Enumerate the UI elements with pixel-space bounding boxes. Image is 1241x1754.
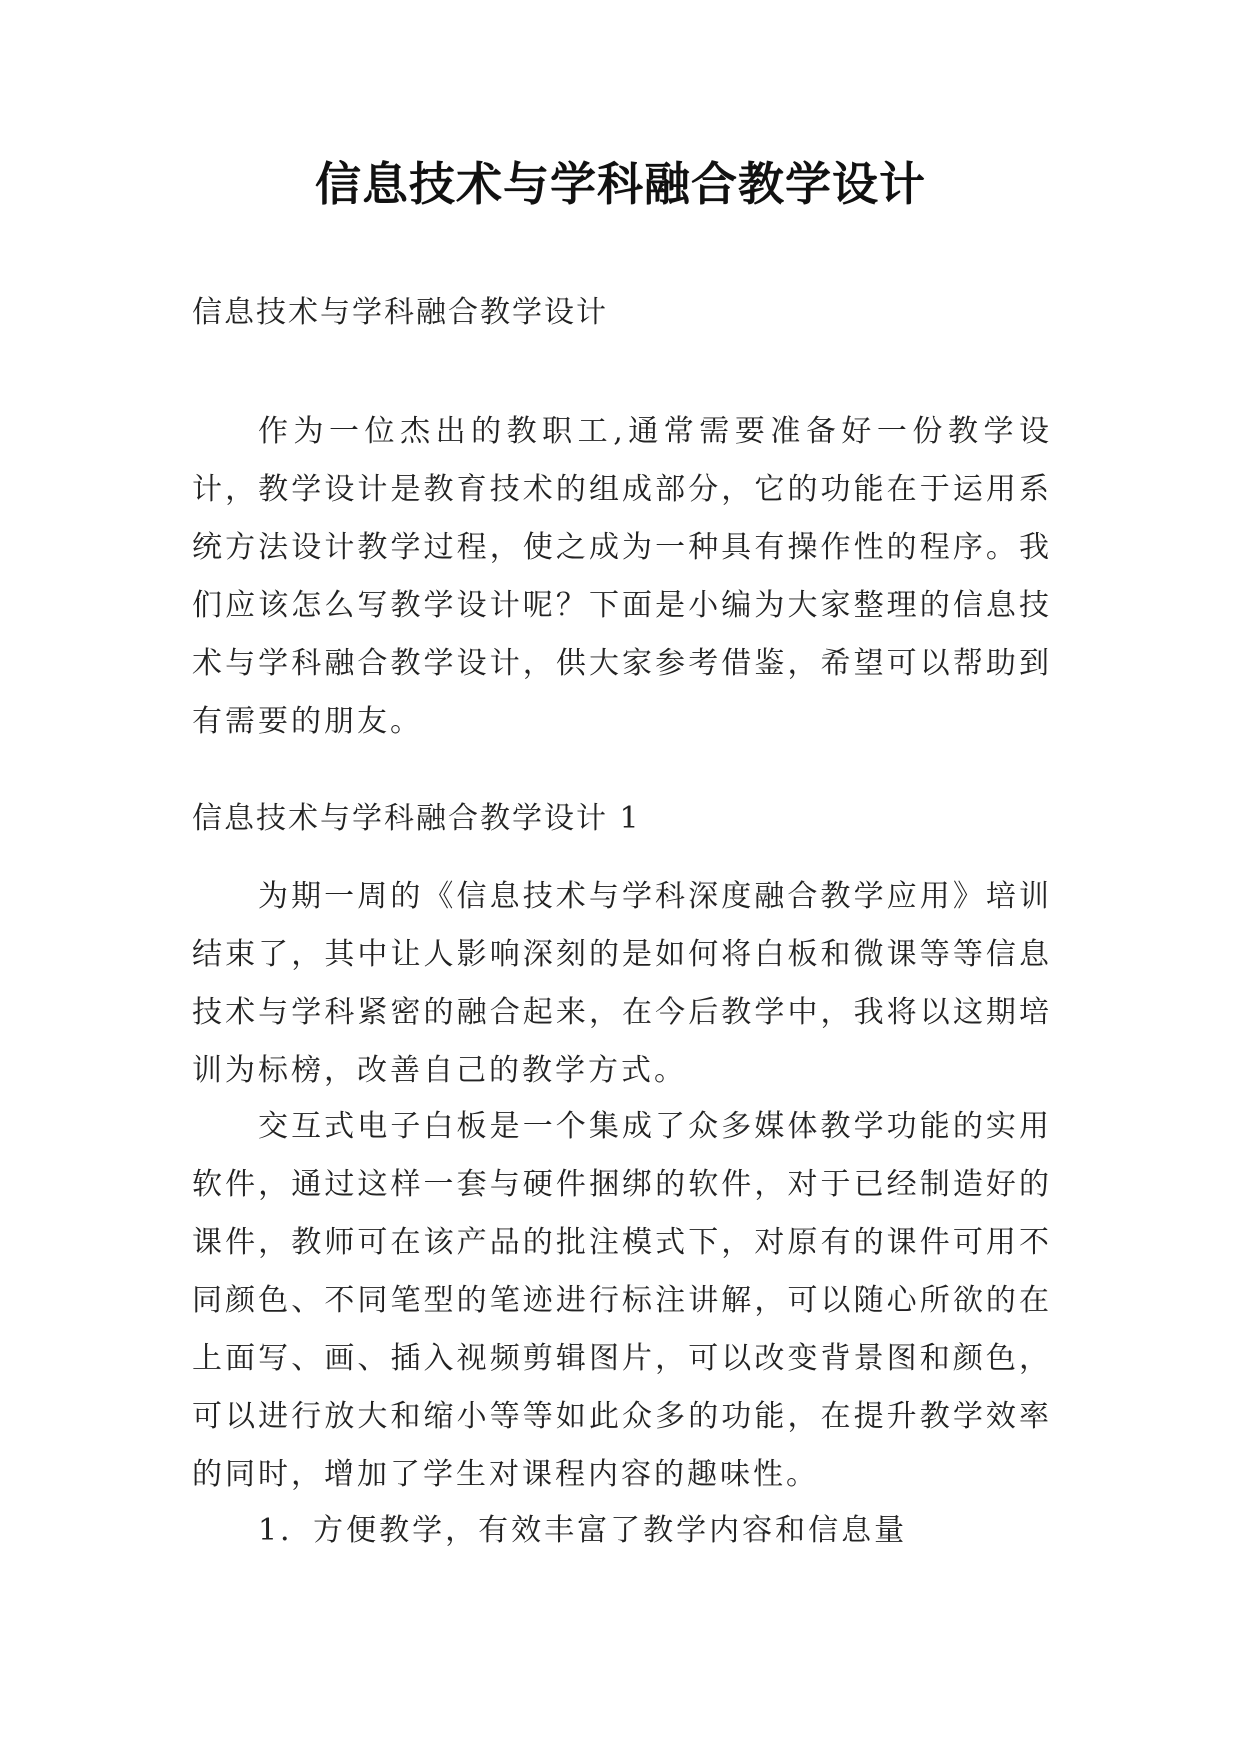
body-paragraph-1: 为期一周的《信息技术与学科深度融合教学应用》培训结束了，其中让人影响深刻的是如何将白板和微课等等信息技术与学科紧密的融合起来，在今后教学中，我将以这期培训为标榜，改善自己的教学方式。 <box>192 879 1052 1088</box>
document-subtitle: 信息技术与学科融合教学设计 <box>192 295 608 330</box>
section-title: 信息技术与学科融合教学设计 1 <box>192 801 641 836</box>
intro-paragraph: 作为一位杰出的教职工,通常需要准备好一份教学设计，教学设计是教育技术的组成部分，它的功能在于运用系统方法设计教学过程，使之成为一种具有操作性的程序。我们应该怎么写教学设计呢？下面是小编为大家整理的信息技术与学科融合教学设计，供大家参考借鉴，希望可以帮助到有需要的朋友。 <box>192 414 1052 739</box>
document-title: 信息技术与学科融合教学设计 <box>315 157 926 211</box>
body-paragraph-2: 交互式电子白板是一个集成了众多媒体教学功能的实用软件，通过这样一套与硬件捆绑的软件，对于已经制造好的课件，教师可在该产品的批注模式下，对原有的课件可用不同颜色、不同笔型的笔迹进行标注讲解，可以随心所欲的在上面写、画、插入视频剪辑图片，可以改变背景图和颜色，可以进行放大和缩小等等如此众多的功能，在提升教学效率的同时，增加了学生对课程内容的趣味性。 <box>192 1109 1052 1492</box>
list-item-1: 1．方便教学，有效丰富了教学内容和信息量 <box>258 1513 908 1548</box>
